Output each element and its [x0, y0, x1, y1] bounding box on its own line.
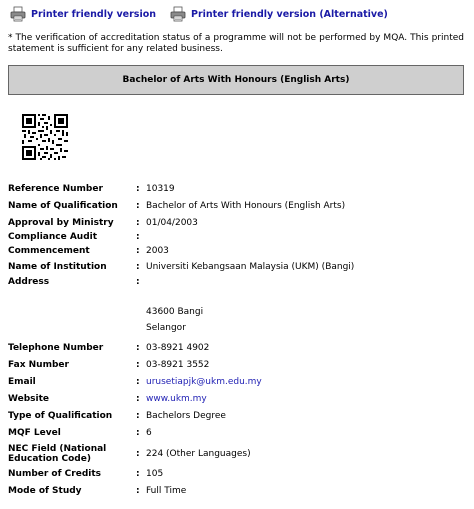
mqf-level-label: MQF Level	[8, 428, 61, 438]
colon: :	[136, 377, 140, 387]
print-bar	[10, 4, 402, 24]
colon: :	[136, 449, 140, 459]
website-value	[146, 394, 464, 404]
row-website	[8, 394, 464, 411]
colon: :	[136, 184, 140, 194]
compliance-audit-label: Compliance Audit	[8, 232, 98, 242]
verification-notice: * The verification of accreditation status of a programme will not be performed by MQA. This printed statement is sufficient for any related business.	[8, 33, 464, 54]
website-link[interactable]: www.ukm.my	[146, 394, 207, 404]
nec-field-label-line-1: NEC Field (National	[8, 444, 107, 454]
approval-by-ministry-label: Approval by Ministry	[8, 218, 114, 228]
colon: :	[136, 486, 140, 496]
row-address	[8, 277, 464, 343]
row-mode-of-study	[8, 486, 464, 503]
colon: :	[136, 277, 140, 287]
email-value	[146, 377, 464, 387]
colon: :	[136, 201, 140, 211]
name-of-institution-label: Name of Institution	[8, 262, 107, 272]
email-label: Email	[8, 377, 36, 387]
address-line-2: Selangor	[146, 323, 186, 333]
row-reference-number	[8, 184, 464, 201]
mode-of-study-label: Mode of Study	[8, 486, 82, 496]
row-number-of-credits	[8, 469, 464, 486]
row-name-of-institution	[8, 262, 464, 277]
row-email	[8, 377, 464, 394]
programme-details	[8, 184, 464, 503]
mode-of-study-value: Full Time	[146, 486, 187, 496]
number-of-credits-value: 105	[146, 469, 164, 479]
commencement-label: Commencement	[8, 246, 90, 256]
colon: :	[136, 469, 140, 479]
qr-code	[22, 114, 68, 160]
colon: :	[136, 360, 140, 370]
fax-number-label: Fax Number	[8, 360, 69, 370]
printer-icon	[10, 6, 26, 22]
fax-number-value: 03-8921 3552	[146, 360, 210, 370]
row-mqf-level	[8, 428, 464, 444]
website-label: Website	[8, 394, 50, 404]
colon: :	[136, 232, 140, 242]
address-value	[146, 277, 464, 333]
row-fax-number	[8, 360, 464, 377]
colon: :	[136, 428, 140, 438]
row-type-of-qualification	[8, 411, 464, 428]
colon: :	[136, 246, 140, 256]
programme-title-bar	[8, 65, 464, 95]
mqf-level-value: 6	[146, 428, 152, 438]
commencement-value: 2003	[146, 246, 169, 256]
nec-field-value: 224 (Other Languages)	[146, 449, 251, 459]
address-line-1: 43600 Bangi	[146, 307, 204, 317]
colon: :	[136, 394, 140, 404]
colon: :	[136, 411, 140, 421]
colon: :	[136, 343, 140, 353]
name-of-qualification-label: Name of Qualification	[8, 201, 118, 211]
type-of-qualification-label: Type of Qualification	[8, 411, 113, 421]
row-approval-by-ministry	[8, 218, 464, 232]
reference-number-value: 10319	[146, 184, 175, 194]
nec-field-label-line-2: Education Code)	[8, 454, 91, 464]
printer-friendly-link-text: Printer friendly version	[31, 8, 157, 20]
programme-title: Bachelor of Arts With Honours (English Arts)	[122, 75, 350, 85]
type-of-qualification-value: Bachelors Degree	[146, 411, 226, 421]
printer-friendly-alt-link[interactable]	[170, 6, 388, 22]
telephone-number-value: 03-8921 4902	[146, 343, 210, 353]
printer-friendly-alt-link-text: Printer friendly version (Alternative)	[191, 8, 388, 20]
email-link[interactable]: urusetiapjk@ukm.edu.my	[146, 377, 262, 387]
address-label: Address	[8, 277, 50, 287]
colon: :	[136, 262, 140, 272]
colon: :	[136, 218, 140, 228]
name-of-institution-value: Universiti Kebangsaan Malaysia (UKM) (Bangi)	[146, 262, 355, 272]
row-nec-field	[8, 444, 464, 469]
row-name-of-qualification	[8, 201, 464, 218]
row-telephone-number	[8, 343, 464, 360]
row-compliance-audit	[8, 232, 464, 246]
telephone-number-label: Telephone Number	[8, 343, 104, 353]
name-of-qualification-value: Bachelor of Arts With Honours (English Arts)	[146, 201, 346, 211]
printer-icon	[170, 6, 186, 22]
number-of-credits-label: Number of Credits	[8, 469, 102, 479]
reference-number-label: Reference Number	[8, 184, 103, 194]
approval-by-ministry-value: 01/04/2003	[146, 218, 198, 228]
nec-field-label	[8, 444, 136, 464]
printer-friendly-link[interactable]	[10, 6, 156, 22]
row-commencement	[8, 246, 464, 262]
